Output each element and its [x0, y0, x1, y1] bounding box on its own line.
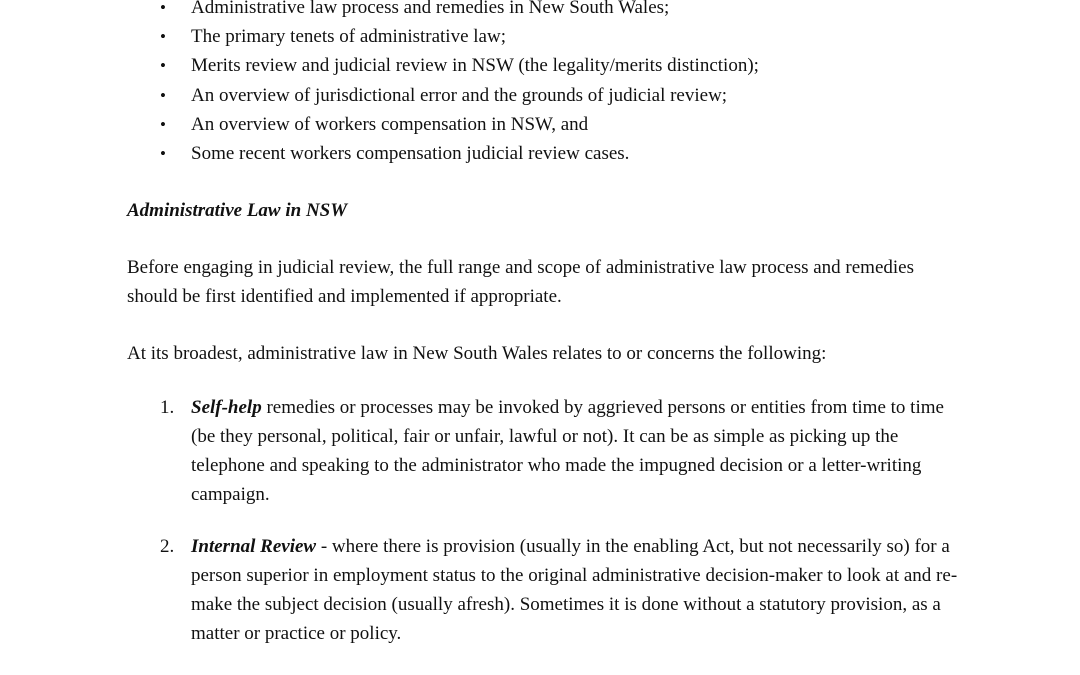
bullet-text: Merits review and judicial review in NSW (the legality/merits distinction); [191, 55, 759, 77]
item-body [191, 532, 961, 648]
bullet-item [160, 81, 759, 110]
bullet-text: An overview of workers compensation in NSW, and [191, 113, 589, 135]
bullet-icon: • [160, 143, 166, 163]
bullet-item [160, 0, 759, 22]
bullet-text: An overview of jurisdictional error and the grounds of judicial review; [191, 84, 728, 106]
section-heading: Administrative Law in NSW [127, 200, 348, 221]
bullet-icon: • [160, 114, 166, 134]
topic-bullet-list [160, 0, 759, 168]
bullet-text: Administrative law process and remedies in New South Wales; [191, 0, 670, 18]
item-body [191, 393, 961, 509]
bullet-text: Some recent workers compensation judicial review cases. [191, 142, 630, 164]
item-text: remedies or processes may be invoked by aggrieved persons or entities from time to time (be they personal, political, fair or unfair, lawful or not). It can be as simple as picking up the telephone and speaking to the administrator who made the impugned decision or a letter-writing campaign. [191, 397, 944, 505]
bullet-item [160, 51, 759, 80]
bullet-item [160, 110, 759, 139]
bullet-icon: • [160, 0, 166, 17]
bullet-item [160, 22, 759, 51]
bullet-icon: • [160, 85, 166, 105]
bullet-text: The primary tenets of administrative law; [191, 26, 506, 48]
item-number: 2. [160, 536, 175, 557]
bullet-icon: • [160, 56, 166, 76]
numbered-item-internal-review [160, 532, 960, 648]
item-number: 1. [160, 397, 175, 418]
bullet-icon: • [160, 27, 166, 47]
item-text: - where there is provision (usually in the enabling Act, but not necessarily so) for a person superior in employment status to the original administrative decision-maker to look at and re-make the subject decision (usually afresh). Sometimes it is done without a statutory provision, as a matter or practice or policy. [191, 536, 958, 644]
item-term: Internal Review [191, 536, 317, 557]
bullet-item [160, 139, 759, 168]
item-term: Self-help [191, 397, 262, 418]
numbered-item-self-help [160, 393, 960, 509]
intro-paragraph: Before engaging in judicial review, the full range and scope of administrative law process and remedies should be first identified and implemented if appropriate. [127, 257, 914, 307]
scope-paragraph: At its broadest, administrative law in New South Wales relates to or concerns the following: [127, 343, 827, 364]
